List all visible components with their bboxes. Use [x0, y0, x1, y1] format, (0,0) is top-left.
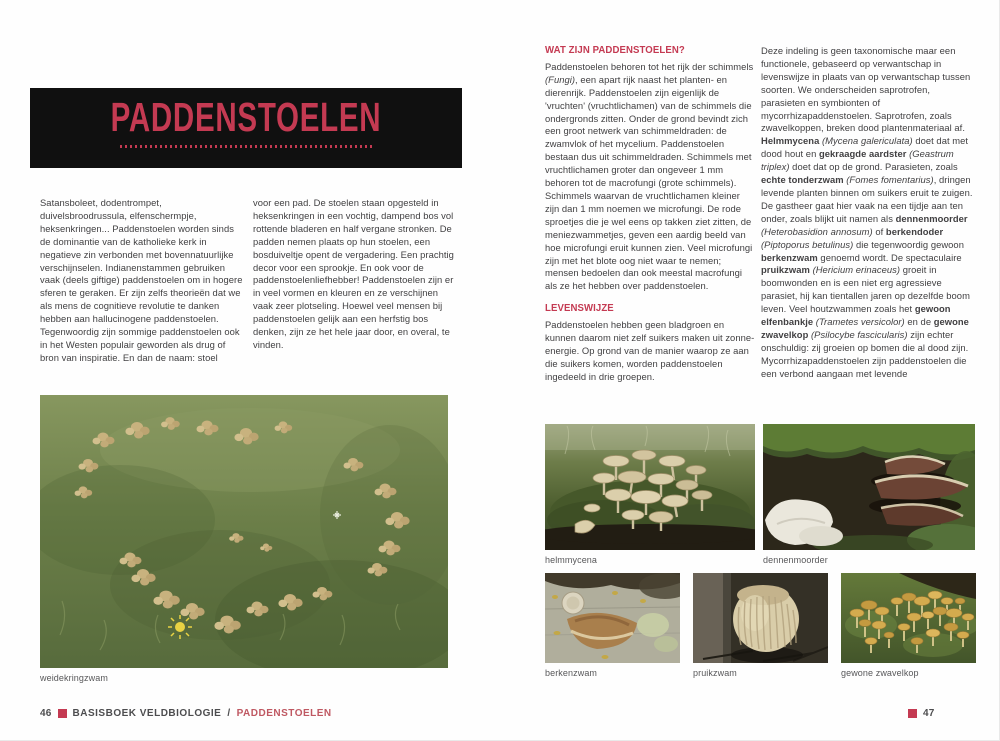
photo-pruikzwam — [693, 573, 828, 678]
page-footer-left — [40, 708, 332, 719]
helmmycena-photo-illustration — [545, 424, 755, 550]
page-footer-right — [908, 708, 935, 719]
section-text-indeling: Deze indeling is geen taxonomische maar een functionele, gebaseerd op verwantschap in levenswijze in plaats van op verwantschap tussen soorten. We onderscheiden saprotrofen, parasieten en symbionten of mycorrhizapaddenstoelen. Saprotrofen, zoals zwavelkoppen, breken dood plantenmateriaal af. Helmmycena (Mycena galericulata) doet dat met dood hout en gekraagde aardster (Geastrum triplex) doet dat op de grond. Parasieten, zoals echte tonderzwam (Fomes fomentarius), dringen levende planten binnen om suikers eruit te zuigen. De gastheer gaat hier vaak na een tijdje aan ten onder, zoals blijkt uit namen als dennenmoorder (Heterobasidion annosum) of berkendoder (Piptoporus betulinus) die tegenwoordig gewoon berkenzwam genoemd wordt. De spectaculaire pruikzwam (Hericium erinaceus) groeit in boomwonden en is een niet erg agressieve parasiet, hij kan tientallen jaren op dezelfde boom leven. Veel houtzwammen zoals het gewoon elfenbankje (Trametes versicolor) en de gewone zwavelkop (Psilocybe fascicularis) zijn echter onschuldig: zij groeien op bomen die al dood zijn. Mycorrhizapaddenstoelen zijn paddenstoelen die een verbond aangaan met levende — [761, 45, 973, 379]
red-square-marker — [58, 709, 67, 718]
chapter-title: PADDENSTOELEN — [110, 94, 382, 140]
section-text-wat-zijn: Paddenstoelen behoren tot het rijk der schimmels (Fungi), een apart rijk naast het planten- en dierenrijk. Paddenstoelen zijn eigenlijk de 'vruchten' (vruchtlichamen) van de schimmels die ondergronds zitten. Onder de grond bevindt zich een groot netwerk van schimmeldraden: de zwamvlok of het mycelium. Paddenstoelen bestaan dus uit schimmeldraden. Schimmels met vruchtlichamen groter dan ongeveer 1 mm behoren tot de macrofungi (grote schimmels). Schimmels waarvan de vruchtlichamen kleiner zijn dan 1 mm noemen we microfungi. De rode sproetjes die je wel eens op takken ziet zitten, de meniezwammetjes, geven een aardig beeld van hoe microfungi eruit kunnen zien. Veel microfungi zijn met het blote oog niet waar te nemen; mensen bedoelen dan ook meestal macrofungi als ze het hebben over paddenstoelen. — [545, 60, 754, 292]
berkenzwam-photo-illustration — [545, 573, 680, 663]
gewone-zwavelkop-photo-illustration — [841, 573, 976, 663]
page-number-left: 46 — [40, 708, 52, 719]
dandelion-flower — [168, 615, 192, 639]
photo-caption-helmmycena: helmmycena — [545, 555, 598, 565]
photo-helmmycena — [545, 424, 755, 565]
page-number-right: 47 — [923, 708, 935, 719]
photo-gewone-zwavelkop — [841, 573, 976, 678]
right-column-1 — [545, 45, 756, 394]
dennenmoorder-photo-illustration — [763, 424, 975, 550]
photo-caption-berkenzwam: berkenzwam — [545, 668, 598, 678]
chapter-title-banner — [30, 88, 462, 168]
section-text-levenswijze: Paddenstoelen hebben geen bladgroen en kunnen daarom niet zelf suikers maken uit zonne-energie. Op grond van de manier waarop ze aan die suikers komen, worden paddenstoelen ingedeeld in drie groepen. — [545, 319, 755, 382]
photo-caption-dennenmoorder: dennenmoorder — [763, 555, 828, 565]
right-column-2 — [761, 45, 976, 391]
intro-column-2: voor een pad. De stoelen staan opgesteld in heksenkringen in een vochtig, dampend bos vol rottende bladeren en half vergane stronken. De padden nemen plaats op hun stoelen, een bosduiveltje opent de vergadering. Een prachtig decor voor een sprookje. En ook voor de paddenstoelenliefhebber! Paddenstoelen zijn er in veel vormen en kleuren en ze verschijnen vaak zeer plotseling. Hoewel veel mensen bij paddenstoelen gelijk aan een herfstig bos denken, zijn ze het hele jaar door, en overal, te vinden. — [253, 197, 454, 350]
footer-separator: / — [227, 708, 231, 719]
photo-dennenmoorder — [763, 424, 975, 565]
pruikzwam-photo-illustration — [693, 573, 828, 663]
photo-caption-gewone-zwavelkop: gewone zwavelkop — [841, 668, 919, 678]
intro-column-1: Satansboleet, dodentrompet, duivelsbroodrussula, elfenschermpje, heksenkringen... Paddenstoelen worden sinds de dominantie van de katholieke kerk in negatieve zin verbonden met bovennatuurlijke verschijnselen. Indianenstammen gebruiken vaak (deels giftige) paddenstoelen om in hogere sferen te geraken. Er zijn zelfs theorieën dat we als mens de cognitieve revolutie te danken hebben aan hallucinogene paddenstoelen. Tegenwoordig zijn sommige paddenstoelen ook in het Westen populair geworden als drug of bron van inspiratie. En dan de naam: stoel — [40, 197, 243, 363]
photo-caption-pruikzwam: pruikzwam — [693, 668, 737, 678]
book-title: BASISBOEK VELDBIOLOGIE — [72, 708, 222, 719]
photo-weidekringzwam — [40, 395, 448, 683]
section-heading-wat-zijn: WAT ZIJN PADDENSTOELEN? — [545, 45, 685, 56]
photo-berkenzwam — [545, 573, 680, 678]
dotted-rule — [120, 145, 372, 148]
photo-caption-weidekringzwam: weidekringzwam — [40, 673, 108, 683]
section-heading-levenswijze: LEVENSWIJZE — [545, 303, 614, 315]
weidekringzwam-photo-illustration — [40, 395, 448, 668]
footer-chapter-name: PADDENSTOELEN — [236, 708, 332, 719]
red-square-marker — [908, 709, 917, 718]
